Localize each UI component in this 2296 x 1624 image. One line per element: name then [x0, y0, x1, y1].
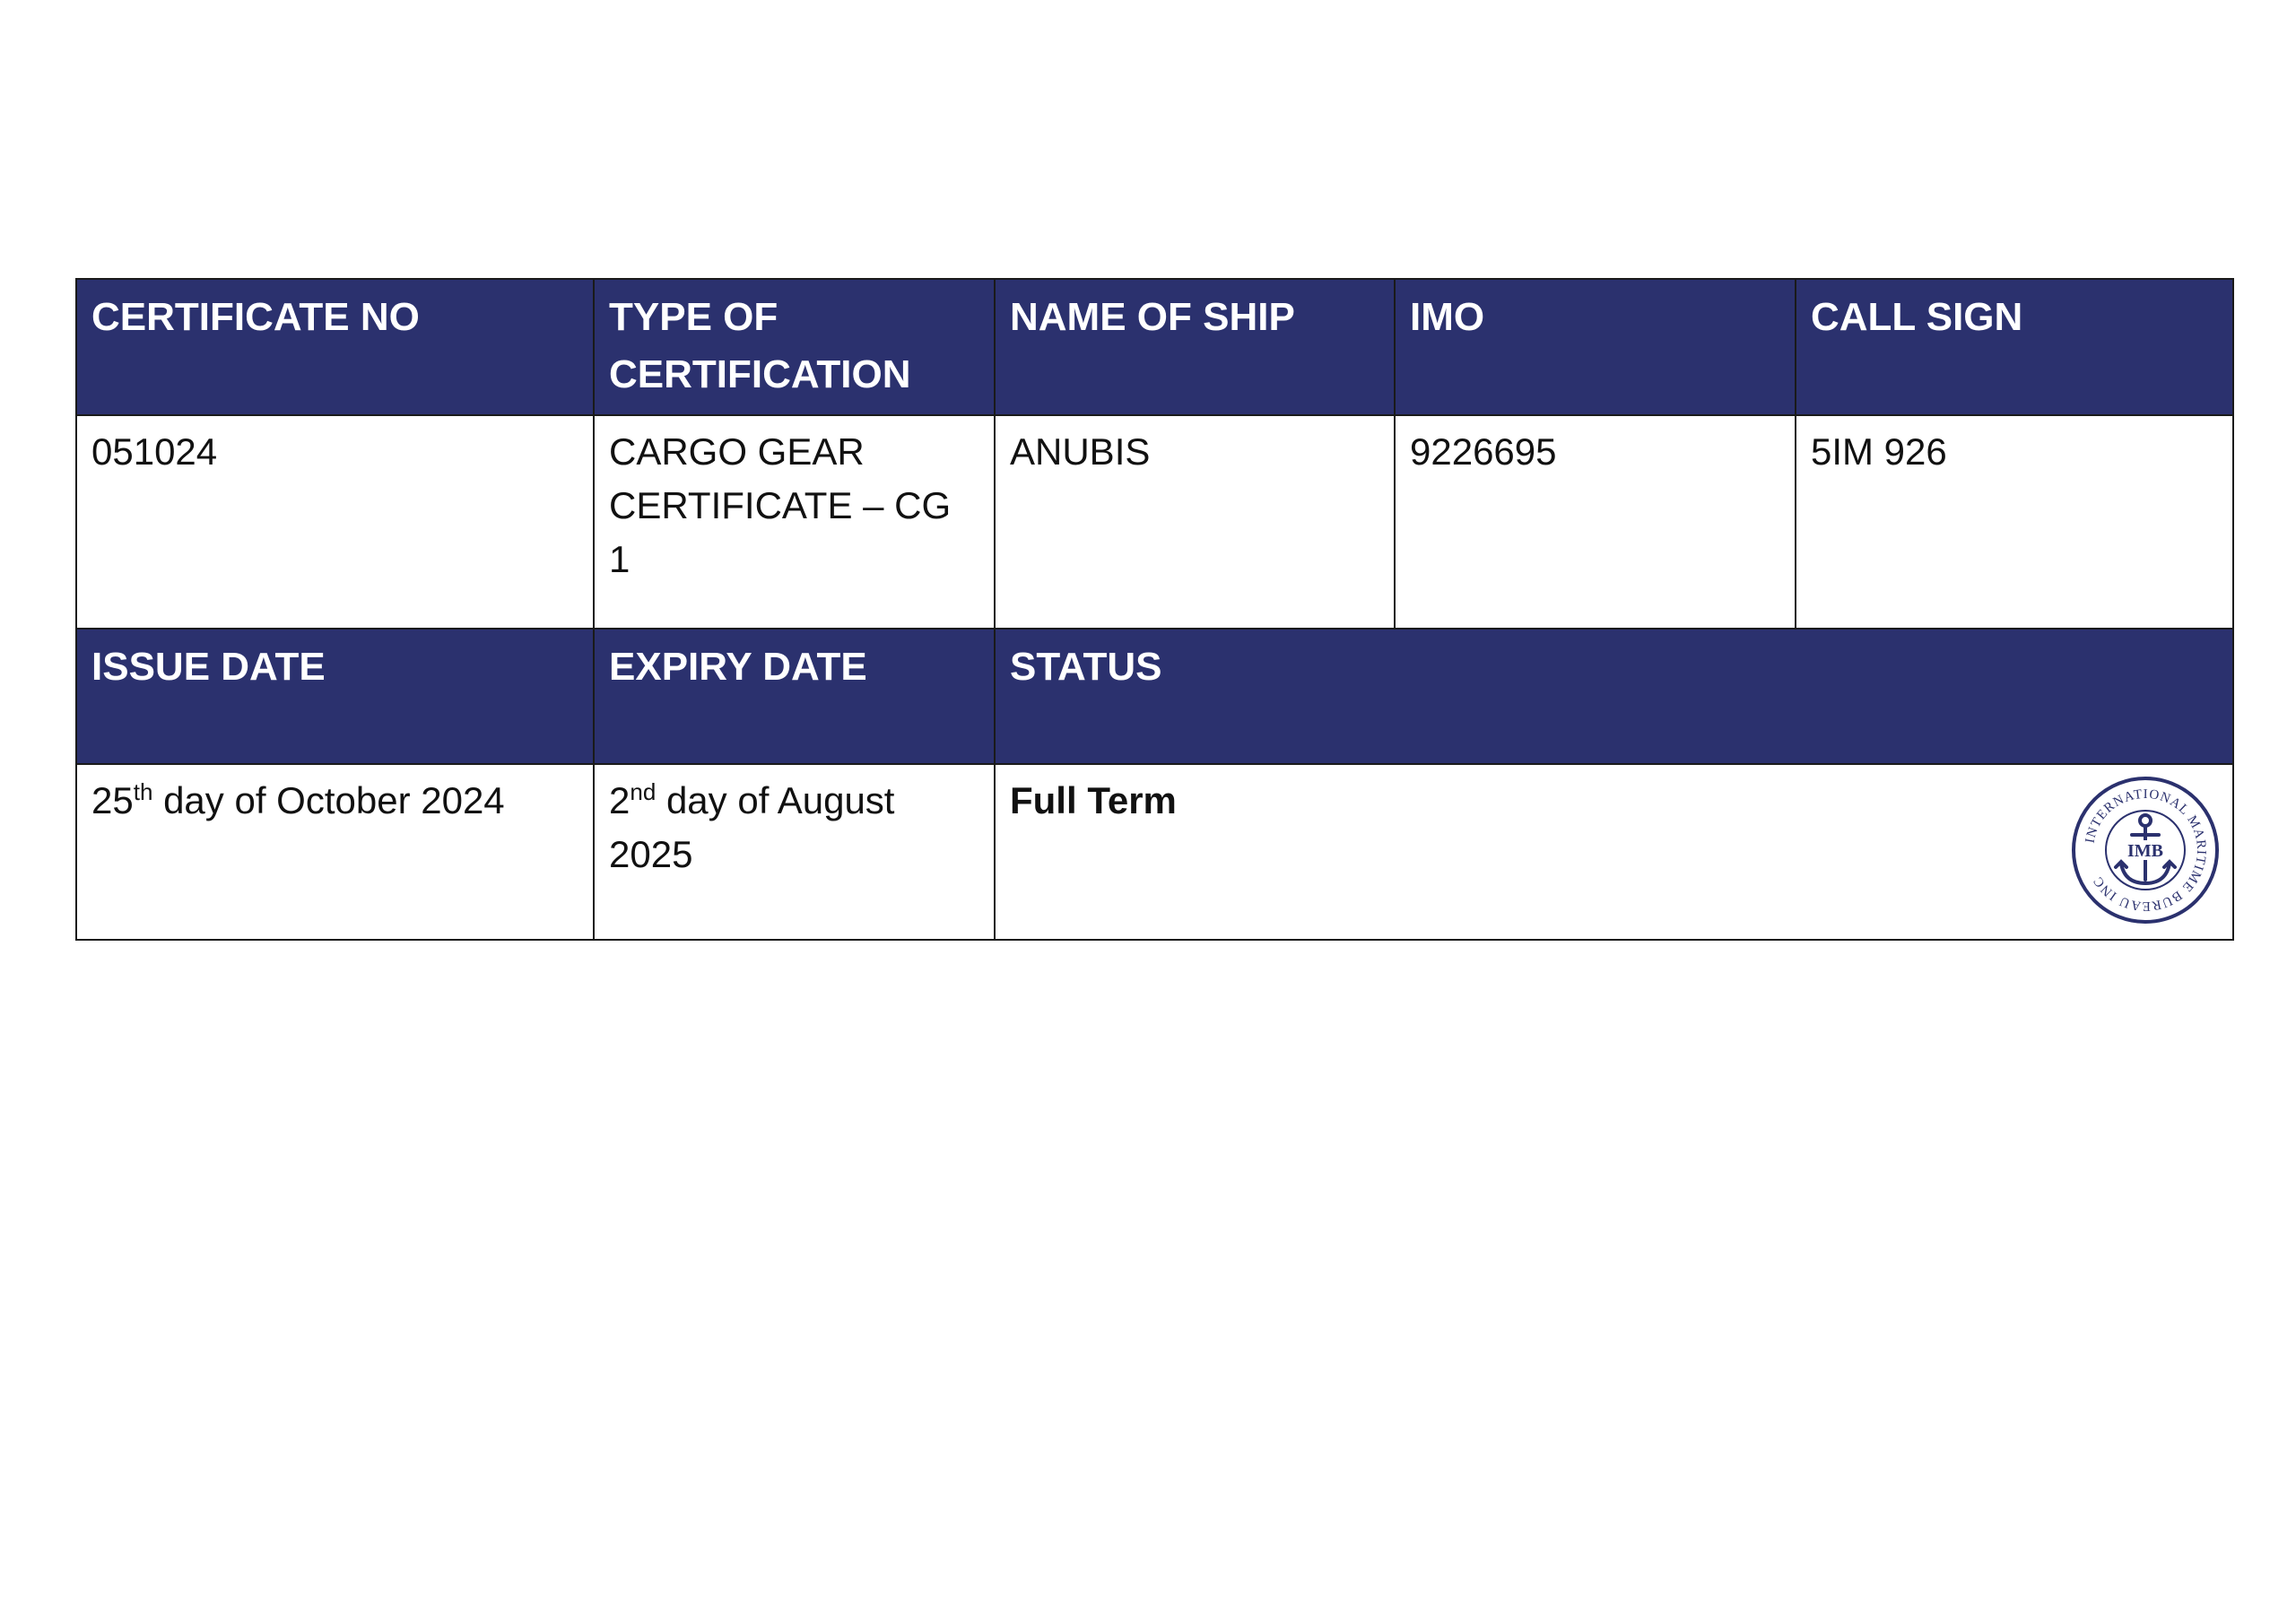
- seal-ring-text: INTERNATIONAL MARITIME BUREAU INC: [2083, 786, 2209, 914]
- header-expiry-date: EXPIRY DATE: [594, 629, 995, 764]
- value-row-2: [76, 764, 2233, 940]
- type-of-certification-value: CARGO GEAR CERTIFICATE – CG 1: [594, 415, 995, 629]
- header-call-sign: CALL SIGN: [1796, 279, 2233, 415]
- certificate-table: [75, 278, 2234, 941]
- header-certificate-no: CERTIFICATE NO: [76, 279, 594, 415]
- value-row-1: [76, 415, 2233, 629]
- header-row-2: [76, 629, 2233, 764]
- imo-value: 9226695: [1395, 415, 1796, 629]
- imb-seal-stamp: [2069, 774, 2222, 926]
- header-row-1: [76, 279, 2233, 415]
- expiry-date-value: 2nd day of August 2025: [594, 764, 995, 940]
- seal-center-text: IMB: [2127, 841, 2163, 861]
- issue-date-value: 25th day of October 2024: [76, 764, 594, 940]
- header-type-of-certification: TYPE OF CERTIFICATION: [594, 279, 995, 415]
- name-of-ship-value: ANUBIS: [995, 415, 1395, 629]
- status-text: Full Term: [1010, 779, 1177, 821]
- header-status: STATUS: [995, 629, 2233, 764]
- header-issue-date: ISSUE DATE: [76, 629, 594, 764]
- header-imo: IMO: [1395, 279, 1796, 415]
- status-value: [995, 764, 2233, 940]
- header-name-of-ship: NAME OF SHIP: [995, 279, 1395, 415]
- certificate-no-value: 051024: [76, 415, 594, 629]
- call-sign-value: 5IM 926: [1796, 415, 2233, 629]
